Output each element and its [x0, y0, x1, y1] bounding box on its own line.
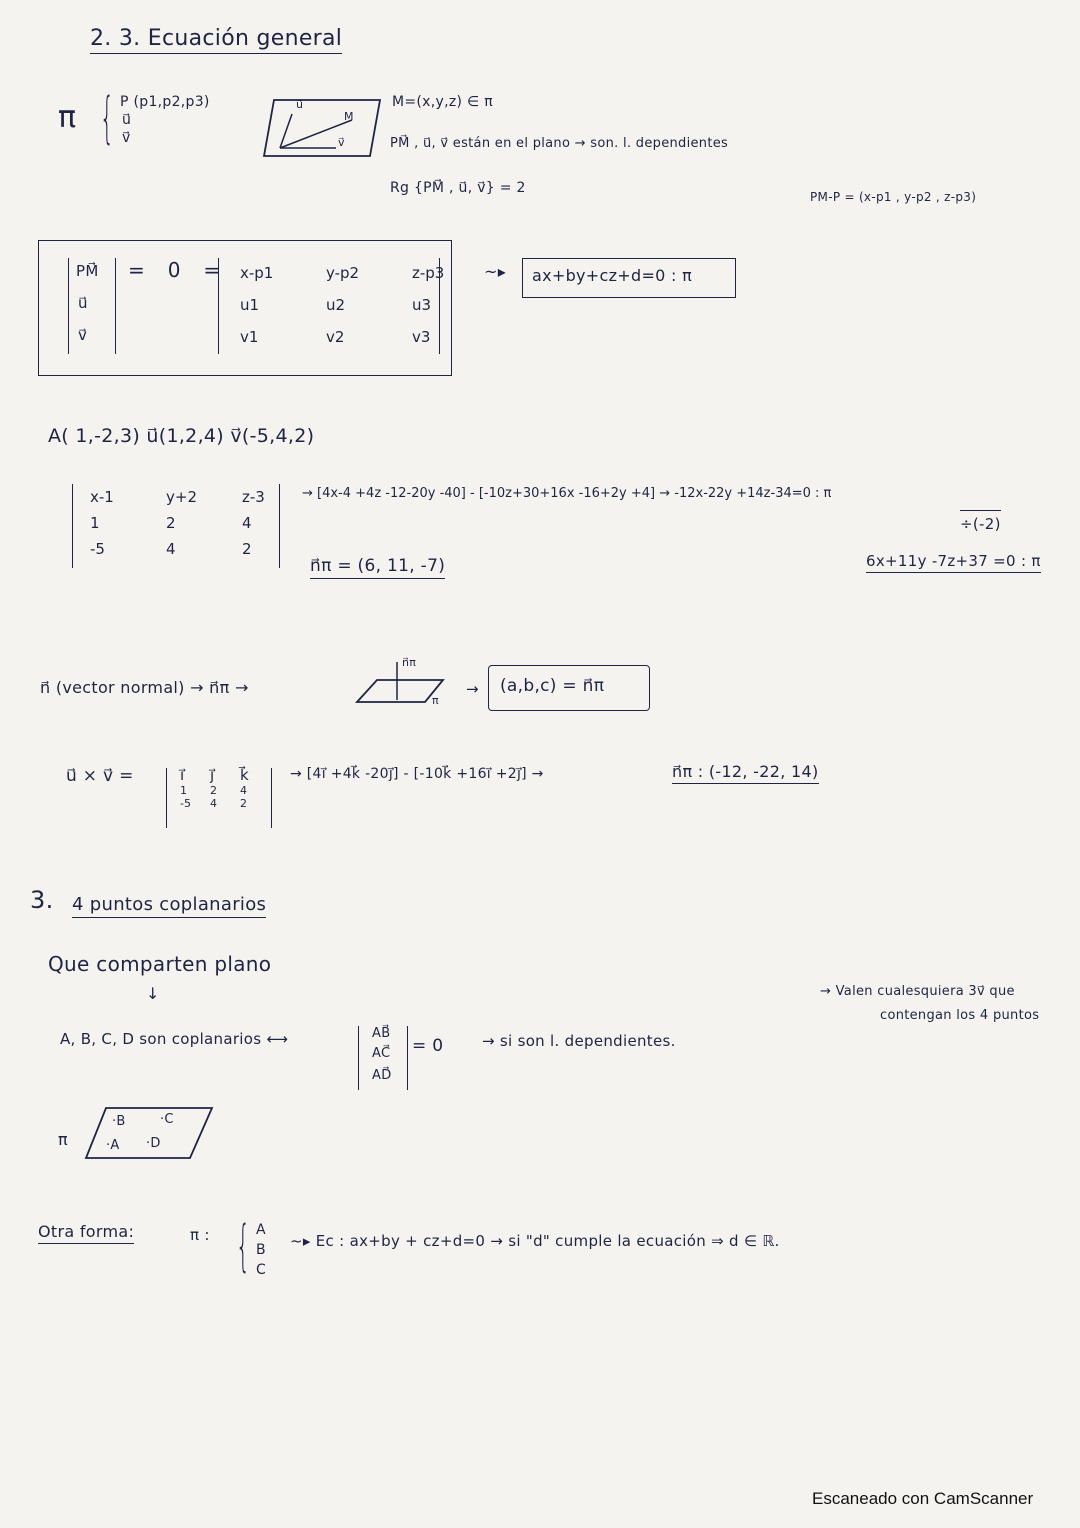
- diagram-label-m: M: [344, 110, 354, 123]
- point-m-line: M=(x,y,z) ∈ π: [392, 94, 493, 110]
- normal-result: n⃗π = (6, 11, -7): [310, 556, 445, 579]
- other-point: C: [256, 1262, 267, 1278]
- cell: v1: [240, 328, 259, 346]
- other-point: A: [256, 1222, 266, 1238]
- cell: 4: [240, 784, 247, 797]
- cell: -5: [180, 797, 191, 810]
- scanner-watermark: Escaneado con CamScanner: [812, 1489, 1034, 1508]
- cell: j⃗: [210, 766, 215, 784]
- det-left-row: PM⃗: [76, 262, 99, 280]
- cell: y+2: [166, 488, 197, 506]
- cell: 2: [166, 514, 176, 532]
- cell: x-p1: [240, 264, 274, 282]
- other-pi: π :: [190, 1226, 210, 1244]
- def-v: v⃗: [122, 130, 131, 146]
- normal-vector-text: n⃗ (vector normal) → n⃗π →: [40, 678, 249, 697]
- det-row: AD⃗: [372, 1068, 392, 1083]
- other-point: B: [256, 1242, 266, 1258]
- cell: 2: [242, 540, 252, 558]
- cell: u3: [412, 296, 432, 314]
- side-note-line: → Valen cualesquiera 3v⃗ que: [820, 984, 1015, 999]
- other-form-label: Otra forma:: [38, 1222, 134, 1244]
- cell: u1: [240, 296, 260, 314]
- cross-lhs: u⃗ × v⃗ =: [66, 766, 134, 786]
- general-equation: ax+by+cz+d=0 : π: [532, 266, 693, 285]
- section-title: 2. 3. Ecuación general: [90, 26, 342, 54]
- equals-zero: = 0 =: [128, 258, 221, 282]
- diagram-pi: π: [58, 1130, 68, 1149]
- coplanar-consequence: → si son l. dependientes.: [482, 1032, 676, 1050]
- cross-expansion: → [4i⃗ +4k⃗ -20j⃗] - [-10k⃗ +16i⃗ +2j⃗] →: [290, 766, 544, 782]
- det-row: AC⃗: [372, 1046, 391, 1061]
- cell: 2: [240, 797, 247, 810]
- diagram-pi-label: π: [432, 694, 439, 707]
- cell: u2: [326, 296, 346, 314]
- diagram-normal-label: n⃗π: [402, 656, 417, 669]
- diagram-label-u: u⃗: [296, 98, 304, 111]
- cell: z-p3: [412, 264, 445, 282]
- cross-result: n⃗π : (-12, -22, 14): [672, 762, 819, 784]
- pi-symbol: π: [58, 100, 77, 135]
- cell: z-3: [242, 488, 265, 506]
- cell: -5: [90, 540, 105, 558]
- cell: 4: [210, 797, 217, 810]
- down-arrow: ↓: [146, 984, 160, 1003]
- normal-boxed-text: (a,b,c) = n⃗π: [500, 676, 605, 696]
- def-point: P (p1,p2,p3): [120, 94, 210, 110]
- diagram-label-v: v⃗: [338, 136, 345, 149]
- section3-number: 3.: [30, 886, 54, 914]
- final-equation: 6x+11y -7z+37 =0 : π: [866, 552, 1041, 573]
- brace: {: [236, 1217, 250, 1280]
- section3-title: 4 puntos coplanarios: [72, 894, 266, 918]
- dependence-line: PM⃗ , u⃗, v⃗ están en el plano → son. l. dependientes: [390, 136, 729, 151]
- arrow: ~▸: [484, 262, 507, 281]
- cross-det-matrix: [180, 766, 258, 810]
- cell: i⃗: [180, 766, 185, 784]
- section3-subtitle: Que comparten plano: [48, 952, 272, 976]
- cell: v3: [412, 328, 431, 346]
- det-left-row: u⃗: [78, 294, 88, 312]
- cell: 4: [166, 540, 176, 558]
- point-c: ·C: [160, 1112, 174, 1127]
- side-note-line: contengan los 4 puntos: [880, 1008, 1040, 1023]
- cell: y-p2: [326, 264, 360, 282]
- point-a: ·A: [106, 1138, 120, 1153]
- cell: 1: [90, 514, 100, 532]
- coplanar-statement: A, B, C, D son coplanarios ⟷: [60, 1030, 289, 1048]
- other-form-text: ~▸ Ec : ax+by + cz+d=0 → si "d" cumple la ecuación ⇒ d ∈ ℝ.: [290, 1232, 780, 1250]
- coplanar-plane-diagram: [86, 1106, 216, 1162]
- example-det-matrix: [90, 488, 292, 558]
- arrow: →: [466, 680, 479, 698]
- point-d: ·D: [146, 1136, 161, 1151]
- det-equals-zero: = 0: [412, 1036, 444, 1056]
- divide-note: ÷(-2): [960, 510, 1001, 533]
- plane-diagram: [262, 98, 382, 160]
- cell: k⃗: [240, 766, 249, 784]
- det-row: AB⃗: [372, 1026, 391, 1041]
- det-left-row: v⃗: [78, 326, 88, 344]
- cell: 2: [210, 784, 217, 797]
- cell: x-1: [90, 488, 114, 506]
- cell: 4: [242, 514, 252, 532]
- def-u: u⃗: [122, 112, 132, 128]
- example-given: A( 1,-2,3) u⃗(1,2,4) v⃗(-5,4,2): [48, 425, 315, 447]
- cell: 1: [180, 784, 187, 797]
- point-b: ·B: [112, 1114, 126, 1129]
- cell: v2: [326, 328, 345, 346]
- rank-line: Rg {PM⃗ , u⃗, v⃗} = 2: [390, 180, 526, 196]
- brace: {: [100, 89, 114, 152]
- example-expansion: → [4x-4 +4z -12-20y -40] - [-10z+30+16x -16+2y +4] → -12x-22y +14z-34=0 : π: [302, 486, 832, 501]
- side-note: PM-P = (x-p1 , y-p2 , z-p3): [810, 190, 977, 204]
- det-right-matrix: [240, 264, 472, 346]
